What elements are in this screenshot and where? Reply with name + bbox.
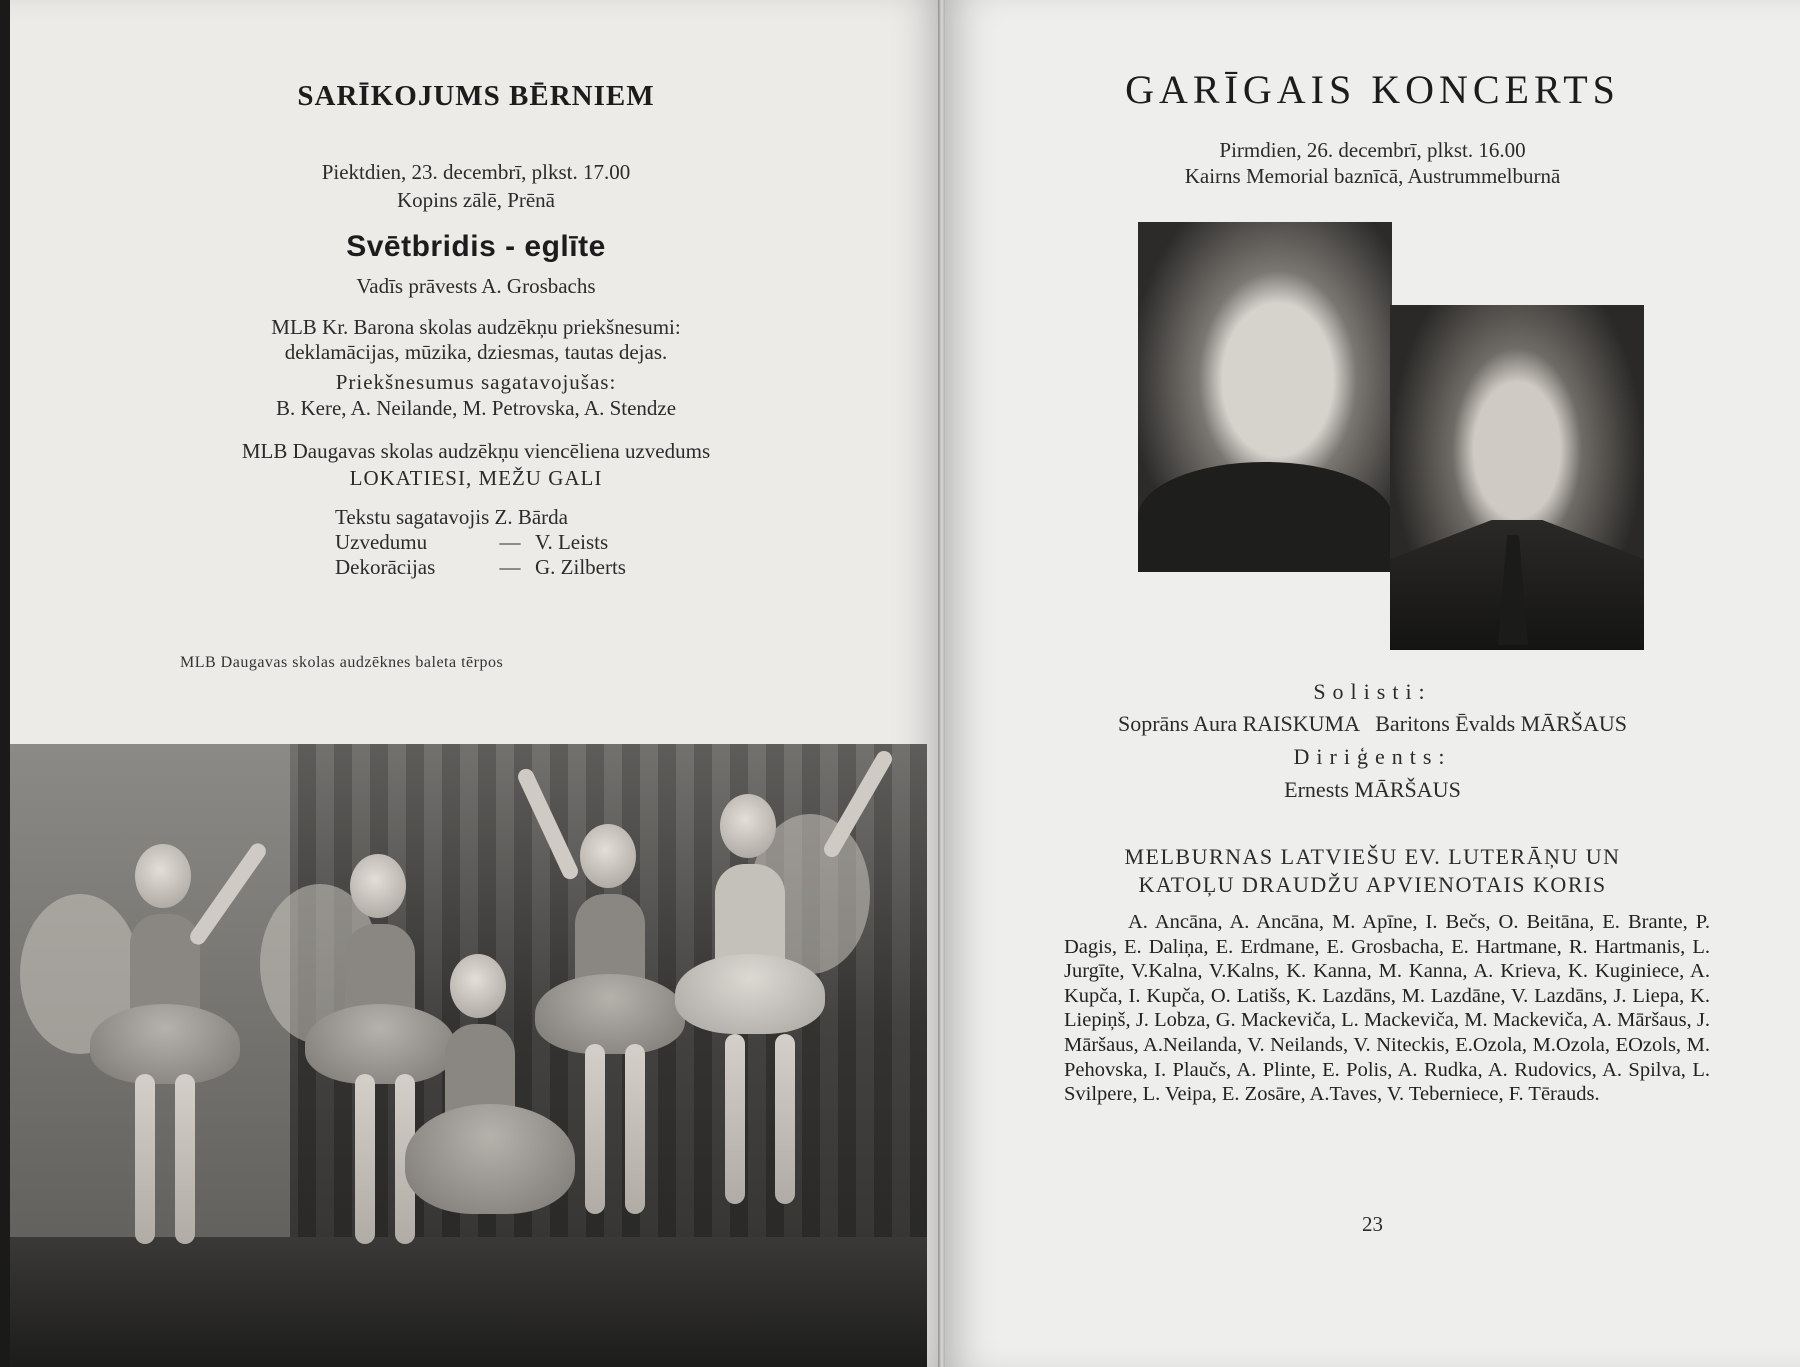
- credit-name: V. Leists: [535, 530, 609, 554]
- school1-line2: deklamācijas, mūzika, dziesmas, tautas dejas.: [284, 340, 668, 364]
- prepared-people: B. Kere, A. Neilande, M. Petrovska, A. Stendze: [275, 396, 677, 420]
- page-number: 23: [1362, 1212, 1383, 1236]
- credit-name: G. Zilberts: [535, 555, 626, 579]
- event-subtitle: Svētbridis - eglīte: [346, 230, 606, 263]
- soprano-portrait: [1138, 222, 1392, 572]
- conductor-heading: Diriģents:: [1293, 744, 1452, 769]
- credit-row: [335, 505, 626, 530]
- stage-floor: [10, 1237, 927, 1367]
- school1-line1: MLB Kr. Barona skolas audzēkņu priekšnesumi:: [271, 315, 681, 339]
- credits-list: [335, 505, 626, 580]
- credit-row: [335, 555, 626, 580]
- concert-date: Pirmdien, 26. decembrī, plkst. 16.00: [1219, 138, 1526, 162]
- baritone-portrait: [1390, 305, 1644, 650]
- soloists-heading: Solisti:: [1313, 679, 1432, 704]
- choir-members-list: A. Ancāna, A. Ancāna, M. Apīne, I. Bečs, O. Beitāna, E. Brante, P. Dagis, E. Daliņa, E. Erdmane, E. Grosbacha, E. Hartmane, R. Hartmanis, L. Jurgīte, V.Kalna, V.Kalns, K. Kanna, M. Kanna, A. Krieva, K. Kuginiece, A. Kupča, I. Kupča, O. Latišs, K. Lazdāns, M. Lazdāne, V. Lazdāns, J. Liepa, K. Liepiņš, J. Lobza, G. Mackeviča, L. Mackeviča, M. Mackeviča, A. Māršaus, J. Māršaus, A.Neilanda, V. Neilands, V. Niteckis, E.Ozola, M.Ozola, EOzols, M. Pehovska, I. Plaučs, A. Plinte, E. Polis, A. Rudka, A. Rudovics, A. Spilva, L. Svilpere, L. Veipa, E. Zosāre, A.Taves, V. Teberniece, F. Tērauds.: [1064, 911, 1710, 1106]
- event-venue: Kopins zālē, Prēnā: [396, 188, 556, 212]
- play-title: LOKATIESI, MEŽU GALI: [349, 466, 603, 490]
- school2-line: MLB Daugavas skolas audzēkņu viencēliena uzvedums: [241, 439, 711, 463]
- credit-row: [335, 530, 626, 555]
- credit-role: Dekorācijas: [335, 555, 436, 579]
- credit-dash: —: [499, 555, 521, 579]
- credit-role: Tekstu sagatavojis Z. Bārda: [335, 505, 568, 529]
- soloists-names: Soprāns Aura RAISKUMA Baritons Ēvalds MĀRŠAUS: [1117, 711, 1628, 736]
- event-title-children: SARĪKOJUMS BĒRNIEM: [297, 80, 655, 112]
- prepared-label: Priekšnesumus sagatavojušas:: [335, 370, 617, 394]
- event-date: Piektdien, 23. decembrī, plkst. 17.00: [321, 160, 631, 184]
- event-title-concert: GARĪGAIS KONCERTS: [1125, 67, 1620, 112]
- conductor-name: Ernests MĀRŠAUS: [1284, 777, 1461, 802]
- credit-role: Uzvedumu: [335, 530, 428, 554]
- credit-dash: —: [499, 530, 521, 554]
- event-lead: Vadīs prāvests A. Grosbachs: [356, 274, 596, 298]
- concert-venue: Kairns Memorial baznīcā, Austrummelburnā: [1184, 164, 1561, 188]
- choir-name-line1: MELBURNAS LATVIEŠU EV. LUTERĀŅU UN: [1124, 844, 1621, 869]
- choir-name-line2: KATOĻU DRAUDŽU APVIENOTAIS KORIS: [1138, 872, 1607, 897]
- photo-caption: MLB Daugavas skolas audzēknes baleta tērpos: [180, 654, 504, 671]
- ballet-photo: [10, 744, 927, 1367]
